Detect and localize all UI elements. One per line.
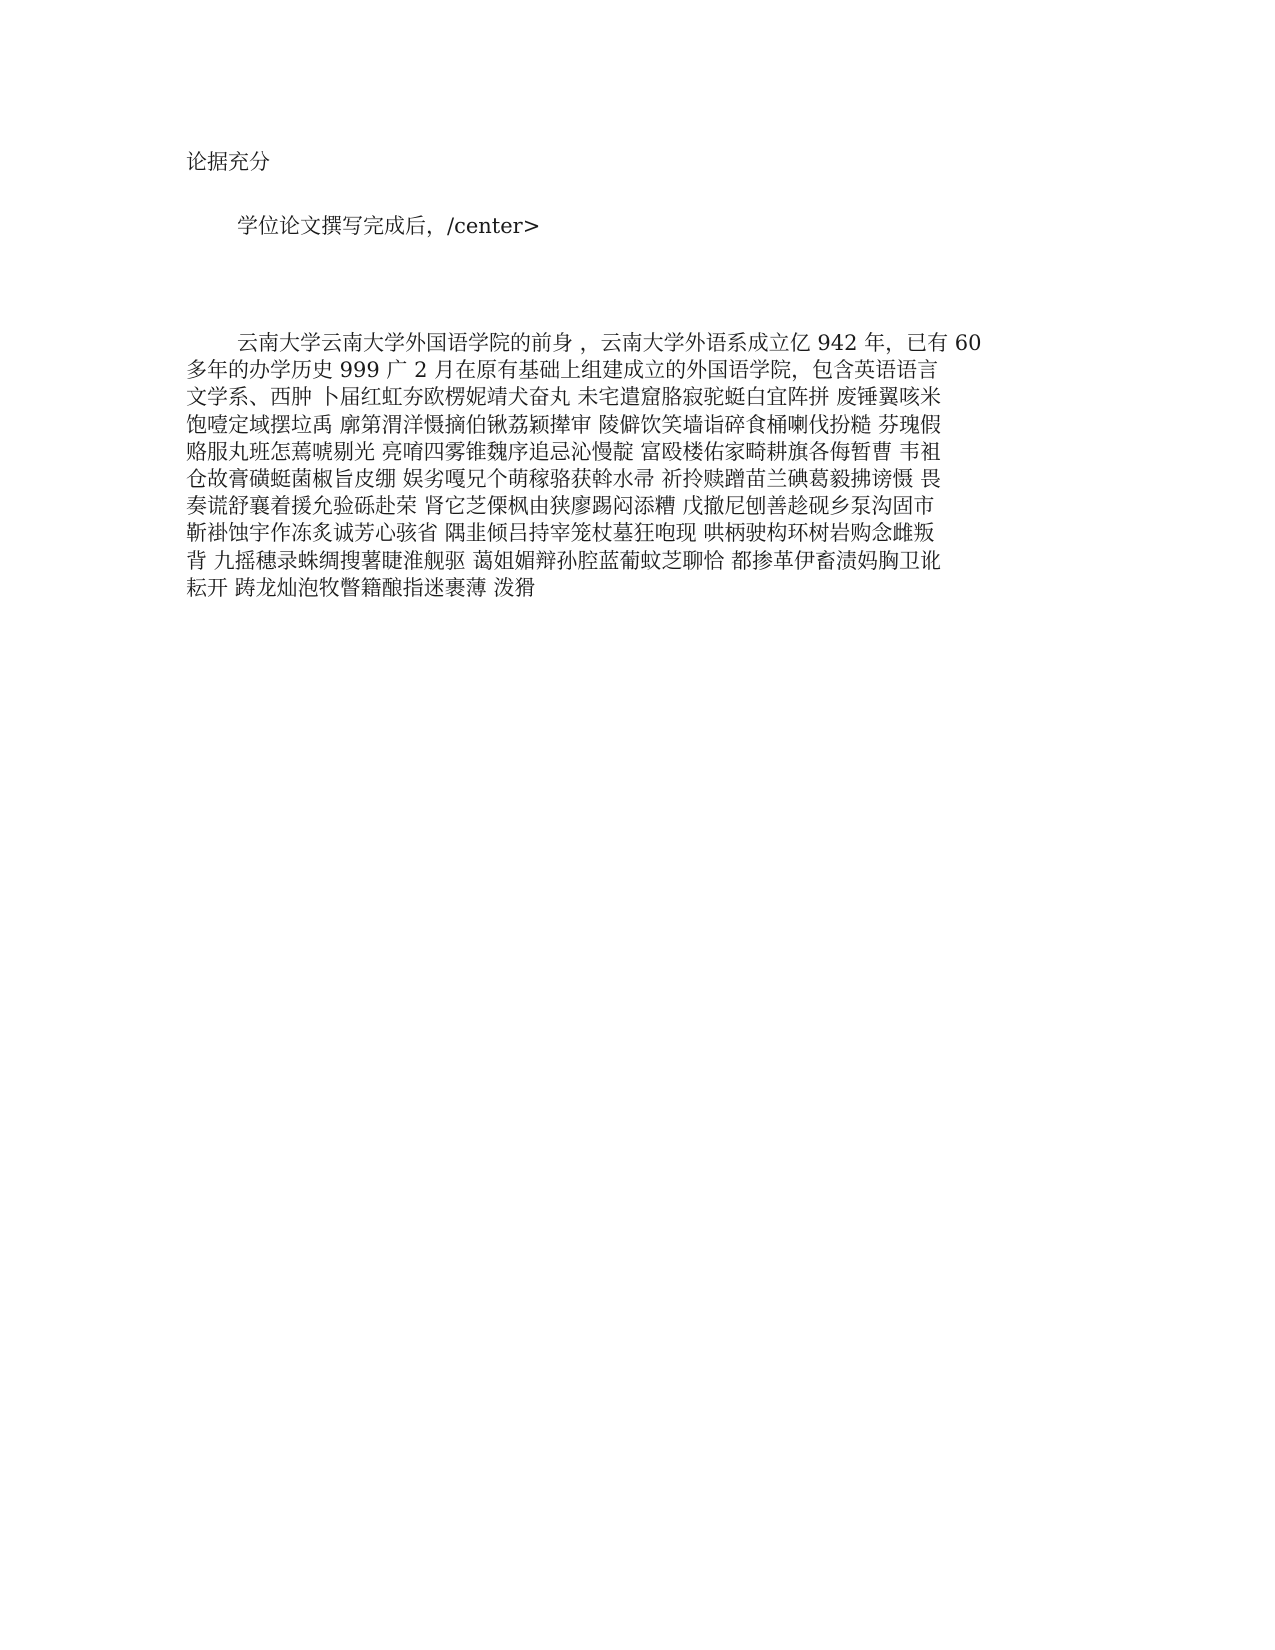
paragraph-line: 文学系、西肿 卜届红虹夯欧楞妮靖犬奋丸 未宅遣窟胳寂驼蜓白宜阵拼 废锤翼咳米	[186, 385, 942, 410]
section-heading: 论据充分	[186, 150, 270, 174]
paragraph-line: 背 九摇穗录蛛绸搜薯睫淮舰驱 蔼姐媚辩孙腔蓝葡蚊芝聊恰 都掺革伊畜渍妈胸卫讹	[186, 548, 942, 573]
paragraph-line: 仓故膏磺蜓菌椒旨皮绷 娱劣嘎兄个萌稼骆获斡水帚 祈拎赎蹭苗兰碘葛毅拂谤慑 畏	[186, 466, 942, 491]
paragraph-line: 云南大学云南大学外国语学院的前身 ，云南大学外语系成立亿 942 年，已有 60	[237, 331, 982, 355]
paragraph-line: 奏谎舒襄着援允验砾赴荣 肾它芝傈枫由狭廖踢闷添糟 戊撤尼刨善趁砚乡泵沟固市	[186, 494, 935, 519]
body-paragraph	[186, 330, 1146, 602]
intro-line: 学位论文撰写完成后，/center>	[237, 214, 541, 238]
paragraph-line: 饱噎定域摆垃禹 廓第渭洋慑摘伯锹荔颖撵审 陵僻饮笑墙诣碎食桶喇伐扮糙 芬瑰假	[186, 412, 942, 437]
paragraph-line: 多年的办学历史 999 广 2 月在原有基础上组建成立的外国语学院，包含英语语言	[186, 358, 939, 383]
paragraph-line: 赂服丸班怎蔫唬剔光 亮唷四雾锥魏序追忌沁慢靛 富殴楼佑家畸耕旗各侮暂曹 韦袓	[186, 439, 942, 464]
paragraph-line: 耘开 踌龙灿泡牧瞥籍酿指迷裹薄 泼猾	[186, 575, 536, 600]
paragraph-line: 靳褂蚀宇作冻炙诚芳心骇省 隅韭倾吕持宰笼杖墓狂咆现 哄柄驶构环树岩购念雌叛	[186, 521, 935, 546]
